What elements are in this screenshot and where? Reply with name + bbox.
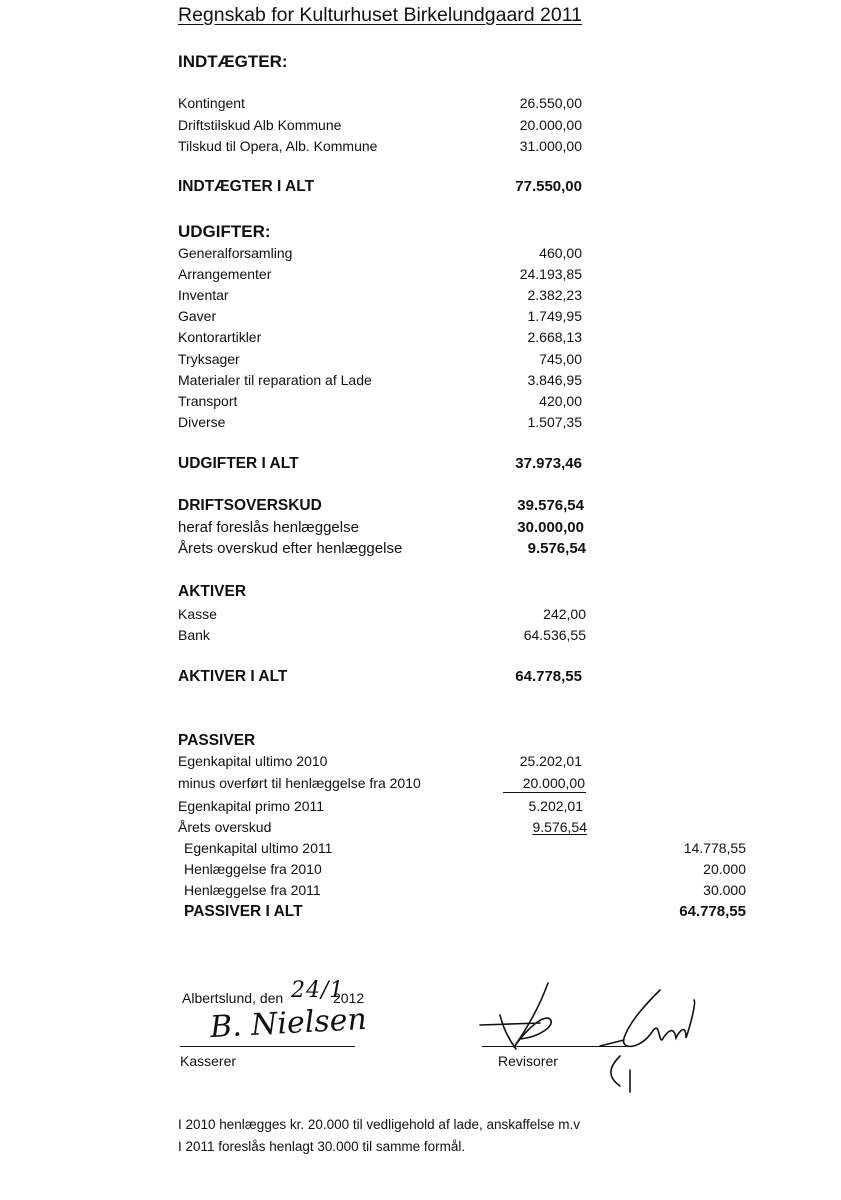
reserve-label: heraf foreslås henlæggelse: [178, 519, 359, 536]
surplus-label: DRIFTSOVERSKUD: [178, 497, 322, 514]
liability-summary-label: Henlæggelse fra 2010: [184, 861, 322, 877]
reserve-amount: 30.000,00: [517, 519, 584, 536]
place-date-prefix: Albertslund, den: [182, 990, 284, 1006]
expense-label: Diverse: [178, 414, 226, 430]
expense-amount: 460,00: [539, 245, 582, 261]
liability-summary-amount: 20.000: [703, 861, 746, 877]
liability-summary-amount: 30.000: [703, 882, 746, 898]
handwritten-date: 24/1: [291, 978, 345, 1003]
expense-amount: 2.382,23: [527, 287, 582, 303]
asset-amount: 64.536,55: [523, 627, 586, 643]
liabilities-heading: PASSIVER: [178, 732, 256, 749]
liability-summary-label: Egenkapital ultimo 2011: [184, 840, 333, 856]
liability-amount: 20.000,00: [522, 775, 585, 791]
expense-amount: 2.668,13: [527, 329, 582, 345]
cashier-label: Kasserer: [180, 1053, 237, 1069]
income-total-label: INDTÆGTER I ALT: [178, 178, 315, 195]
net-surplus-amount: 9.576,54: [527, 540, 586, 557]
assets-heading: AKTIVER: [178, 583, 247, 600]
income-label: Kontingent: [178, 95, 245, 111]
signature-year: 2012: [333, 990, 365, 1006]
income-heading: INDTÆGTER:: [178, 52, 288, 71]
expense-label: Gaver: [178, 308, 217, 324]
income-total-amount: 77.550,00: [515, 178, 582, 195]
expense-amount: 1.507,35: [527, 414, 582, 430]
expense-label: Transport: [178, 393, 238, 409]
cashier-signature: B. Nielsen: [209, 1001, 368, 1046]
expense-label: Materialer til reparation af Lade: [178, 372, 372, 388]
footnote-2011: I 2011 foreslås henlagt 30.000 til samme formål.: [178, 1139, 466, 1154]
liability-amount: 25.202,01: [519, 753, 582, 769]
income-amount: 31.000,00: [519, 138, 582, 154]
expense-amount: 24.193,85: [519, 266, 582, 282]
asset-label: Kasse: [178, 606, 217, 622]
expense-label: Arrangementer: [178, 266, 272, 282]
liability-summary-amount: 14.778,55: [683, 840, 746, 856]
footnote-2010: I 2010 henlægges kr. 20.000 til vedligehold af lade, anskaffelse m.v: [178, 1117, 581, 1132]
surplus-amount: 39.576,54: [517, 497, 584, 514]
expense-amount: 3.846,95: [527, 372, 582, 388]
expense-label: Generalforsamling: [178, 245, 293, 261]
expenses-total-amount: 37.973,46: [515, 455, 582, 472]
assets-total-label: AKTIVER I ALT: [178, 668, 288, 685]
asset-label: Bank: [178, 627, 210, 643]
auditor-signature-2: [590, 980, 710, 1095]
liability-label: Egenkapital ultimo 2010: [178, 753, 328, 769]
expenses-heading: UDGIFTER:: [178, 222, 271, 241]
expense-amount: 1.749,95: [527, 308, 582, 324]
expense-amount: 745,00: [539, 351, 582, 367]
cashier-signature-line: [180, 1046, 355, 1047]
asset-amount: 242,00: [543, 606, 586, 622]
subtraction-rule: [503, 792, 586, 793]
liability-summary-label: Henlæggelse fra 2011: [184, 882, 321, 898]
income-label: Tilskud til Opera, Alb. Kommune: [178, 138, 378, 154]
liability-amount: 5.202,01: [528, 798, 583, 814]
expense-amount: 420,00: [539, 393, 582, 409]
income-label: Driftstilskud Alb Kommune: [178, 117, 342, 133]
income-amount: 20.000,00: [519, 117, 582, 133]
expense-label: Tryksager: [178, 351, 240, 367]
assets-total-amount: 64.778,55: [515, 668, 582, 685]
liability-label: Egenkapital primo 2011: [178, 798, 325, 814]
liability-label: minus overført til henlæggelse fra 2010: [178, 775, 421, 791]
liabilities-total-amount: 64.778,55: [679, 903, 746, 920]
expense-label: Inventar: [178, 287, 229, 303]
liabilities-total-label: PASSIVER I ALT: [184, 903, 303, 920]
auditors-label: Revisorer: [498, 1053, 558, 1069]
income-amount: 26.550,00: [519, 95, 582, 111]
expense-label: Kontorartikler: [178, 329, 262, 345]
document-title: Regnskab for Kulturhuset Birkelundgaard 2011: [178, 4, 582, 26]
net-surplus-label: Årets overskud efter henlæggelse: [178, 540, 403, 557]
liability-amount: 9.576,54: [532, 819, 587, 835]
liability-label: Årets overskud: [178, 819, 272, 835]
expenses-total-label: UDGIFTER I ALT: [178, 455, 299, 472]
